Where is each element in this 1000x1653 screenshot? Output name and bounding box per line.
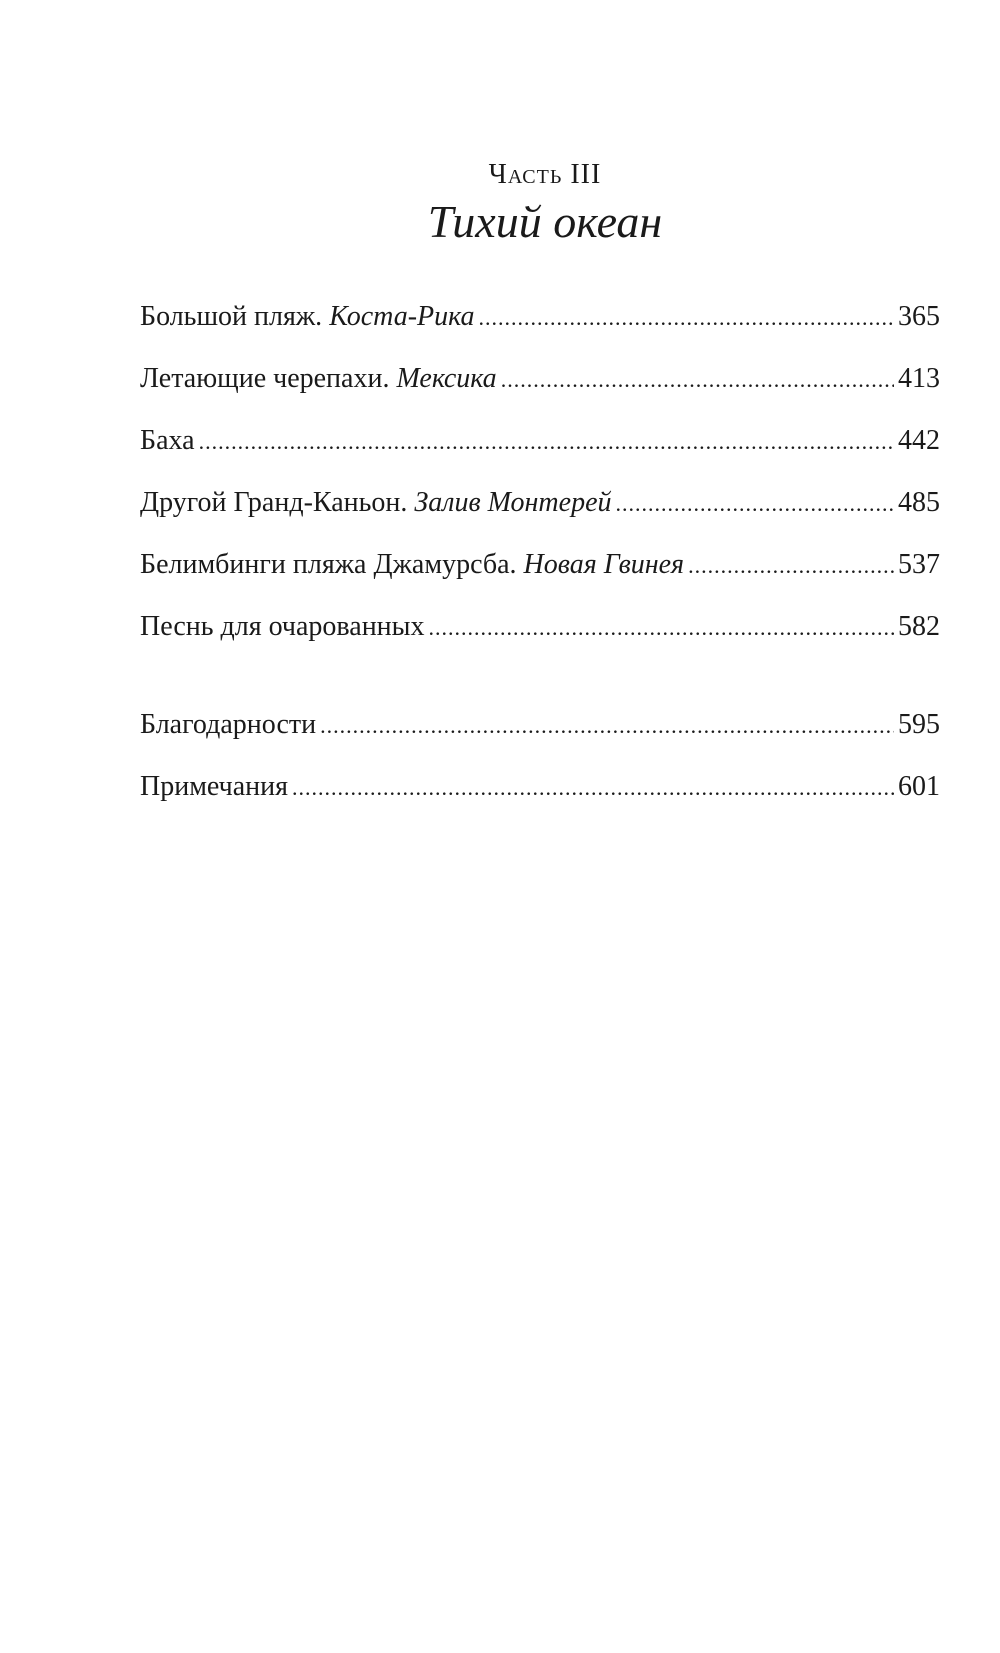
toc-entry-title — [140, 610, 424, 644]
toc-entry-bakha — [140, 424, 940, 486]
toc-entry-belimbingi — [140, 548, 940, 610]
toc-entry-page: 537 — [898, 549, 940, 580]
section-spacer — [140, 672, 940, 708]
table-of-contents — [140, 300, 940, 832]
toc-entry-title — [140, 708, 316, 742]
dot-leader — [428, 611, 894, 645]
toc-entry-bolshoy-plyazh — [140, 300, 940, 362]
toc-entry-name: Большой пляж. — [140, 301, 330, 332]
toc-entry-title — [140, 362, 497, 396]
toc-entry-name: Песнь для очарованных — [140, 611, 425, 642]
dot-leader — [479, 301, 894, 335]
toc-entry-name: Баха — [140, 425, 195, 456]
toc-entry-name: Летающие черепахи. — [140, 363, 397, 394]
toc-entry-primechaniya — [140, 770, 940, 832]
toc-entry-page: 601 — [898, 771, 940, 802]
toc-entry-name: Белимбинги пляжа Джамурсба. — [140, 549, 524, 580]
toc-entry-page: 582 — [898, 611, 940, 642]
dot-leader — [616, 487, 894, 521]
dot-leader — [320, 709, 894, 743]
toc-entry-title — [140, 548, 684, 582]
toc-entry-title — [140, 424, 195, 458]
toc-entry-page: 442 — [898, 425, 940, 456]
toc-entry-place: Коста-Рика — [329, 301, 475, 332]
dot-leader — [199, 425, 894, 459]
toc-entry-page: 413 — [898, 363, 940, 394]
toc-entry-page: 595 — [898, 709, 940, 740]
dot-leader — [501, 363, 894, 397]
toc-entry-page: 365 — [898, 301, 940, 332]
toc-entry-title — [140, 486, 612, 520]
part-title: Тихий океан — [427, 196, 663, 247]
toc-entry-pesn — [140, 610, 940, 672]
dot-leader — [688, 549, 894, 583]
toc-entry-title — [140, 770, 288, 804]
toc-entry-page: 485 — [898, 487, 940, 518]
toc-entry-blagodarnosti — [140, 708, 940, 770]
toc-entry-name: Другой Гранд-Каньон. — [140, 487, 415, 518]
toc-entry-place: Залив Монтерей — [414, 487, 612, 518]
toc-entry-letayushchie-cherepakhi — [140, 362, 940, 424]
part-header — [0, 158, 1000, 248]
toc-entry-title — [140, 300, 475, 334]
dot-leader — [292, 771, 894, 805]
toc-entry-place: Новая Гвинея — [523, 549, 685, 580]
toc-entry-drugoy-grand-kanyon — [140, 486, 940, 548]
toc-entry-place: Мексика — [396, 363, 497, 394]
part-label: Часть III — [488, 159, 602, 190]
toc-entry-name: Благодарности — [140, 709, 317, 740]
toc-entry-name: Примечания — [140, 771, 289, 802]
